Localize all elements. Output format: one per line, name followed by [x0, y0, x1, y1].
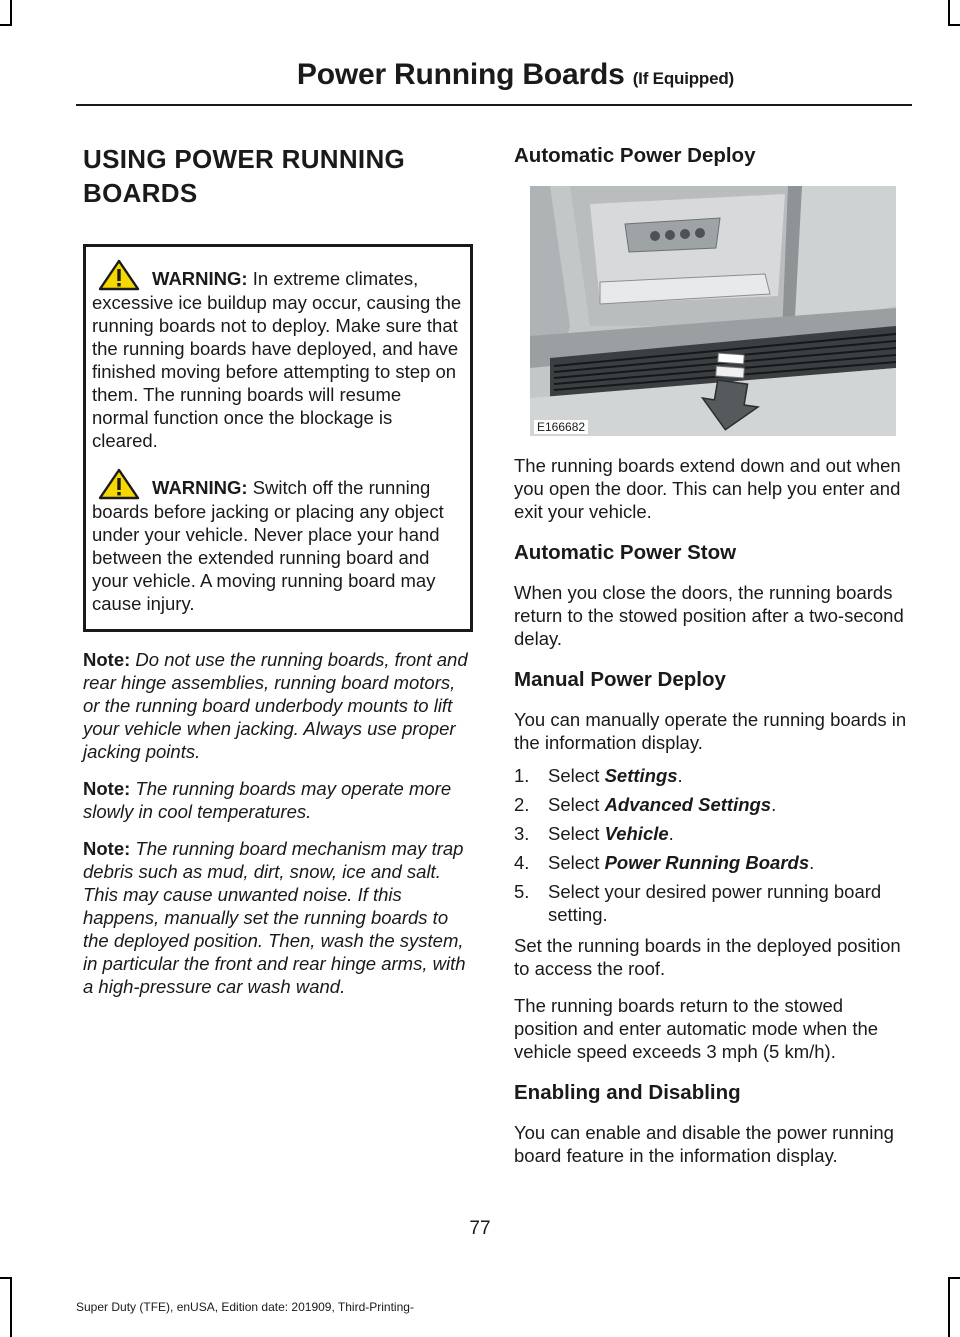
crop-mark — [948, 0, 950, 26]
crop-mark — [10, 1277, 12, 1337]
step-prefix: Select — [548, 823, 605, 844]
crop-mark — [10, 0, 12, 26]
crop-mark — [948, 24, 960, 26]
step-text — [548, 851, 814, 874]
note-3 — [83, 837, 473, 998]
list-item — [514, 880, 910, 926]
right-column — [514, 142, 910, 1167]
warning-label: WARNING: — [152, 477, 248, 498]
step-text — [548, 822, 674, 845]
step-number: 2. — [514, 794, 530, 815]
edition-footer: Super Duty (TFE), enUSA, Edition date: 201909, Third-Printing- — [76, 1300, 414, 1314]
running-board-illustration — [530, 186, 896, 436]
crop-mark — [948, 1277, 960, 1279]
menu-option-settings: Settings — [604, 765, 678, 786]
crop-mark — [948, 1277, 950, 1337]
step-text — [548, 793, 776, 816]
step-prefix: Select — [548, 852, 605, 873]
warning-1 — [92, 259, 462, 452]
step-text — [548, 880, 910, 926]
warning-text: In extreme climates, excessive ice buildup may occur, causing the running boards not to deploy. Make sure that the running boards have deployed, and have finished moving before attempting to step on them. The running boards will resume normal function once the blockage is cleared. — [92, 268, 462, 451]
step-prefix: Select — [548, 765, 605, 786]
menu-option-advanced-settings: Advanced Settings — [604, 794, 772, 815]
manual-deploy-steps — [514, 764, 910, 926]
left-column — [83, 142, 473, 998]
header-rule — [76, 104, 912, 106]
section-title-line1: USING POWER RUNNING — [83, 144, 406, 174]
header-title-text: Power Running Boards — [296, 58, 625, 91]
auto-stow-text: When you close the doors, the running boards return to the stowed position after a two-second delay. — [514, 582, 904, 649]
list-item — [514, 822, 910, 845]
warning-text: Switch off the running boards before jacking or placing any object under your vehicle. Never place your hand between the extended running board and your vehicle. A moving running board may cause injury. — [92, 477, 444, 614]
enable-disable-heading: Enabling and Disabling — [514, 1081, 741, 1104]
note-label: Note: — [83, 838, 131, 859]
warning-label: WARNING: — [152, 268, 248, 289]
auto-deploy-text: The running boards extend down and out when you open the door. This can help you enter and exit your vehicle. — [514, 455, 901, 522]
warning-box — [83, 244, 473, 632]
manual-deploy-heading: Manual Power Deploy — [514, 668, 726, 691]
page-number: 77 — [469, 1218, 491, 1239]
step-number: 3. — [514, 823, 530, 844]
step-suffix: . — [771, 794, 777, 815]
step-text — [548, 764, 683, 787]
step-number: 4. — [514, 852, 530, 873]
section-title — [83, 142, 473, 210]
manual-deploy-roof-text: Set the running boards in the deployed position to access the roof. — [514, 935, 901, 979]
list-item — [514, 851, 910, 874]
list-item — [514, 793, 910, 816]
menu-option-vehicle: Vehicle — [604, 823, 669, 844]
warning-2 — [92, 468, 462, 615]
crop-mark — [0, 1277, 12, 1279]
step-suffix: . — [677, 765, 683, 786]
running-board-drawing — [530, 186, 896, 436]
section-title-line2: BOARDS — [83, 178, 198, 208]
step-prefix: Select — [548, 794, 605, 815]
page-header-title — [297, 58, 734, 92]
enable-disable-text: You can enable and disable the power running board feature in the information display. — [514, 1122, 894, 1166]
note-text: The running board mechanism may trap debris such as mud, dirt, snow, ice and salt. This may cause unwanted noise. If this happens, manually set the running boards to the deployed position. Then, wash the system, in particular the front and rear hinge arms, with a high-pressure car wash wand. — [83, 838, 466, 997]
step-prefix: Select your desired power running board setting. — [548, 881, 882, 925]
note-label: Note: — [83, 649, 131, 670]
crop-mark — [0, 24, 12, 26]
step-number: 1. — [514, 765, 530, 786]
note-text: Do not use the running boards, front and rear hinge assemblies, running board motors, or the running board underbody mounts to lift your vehicle when jacking. Always use proper jacking points. — [83, 649, 468, 762]
menu-option-power-running-boards: Power Running Boards — [604, 852, 810, 873]
note-text: The running boards may operate more slowly in cool temperatures. — [83, 778, 452, 822]
header-subtitle: (If Equipped) — [632, 69, 734, 88]
figure-code: E166682 — [534, 420, 588, 434]
step-number: 5. — [514, 881, 530, 902]
warning-triangle-icon — [98, 468, 140, 500]
step-suffix: . — [809, 852, 815, 873]
note-1 — [83, 648, 473, 763]
note-label: Note: — [83, 778, 131, 799]
manual-deploy-intro: You can manually operate the running boards in the information display. — [514, 709, 907, 753]
warning-triangle-icon — [98, 259, 140, 291]
manual-deploy-speed-text: The running boards return to the stowed position and enter automatic mode when the vehicle speed exceeds 3 mph (5 km/h). — [514, 995, 879, 1062]
list-item — [514, 764, 910, 787]
step-suffix: . — [668, 823, 674, 844]
note-2 — [83, 777, 473, 823]
auto-deploy-heading: Automatic Power Deploy — [514, 144, 756, 167]
auto-stow-heading: Automatic Power Stow — [514, 541, 737, 564]
